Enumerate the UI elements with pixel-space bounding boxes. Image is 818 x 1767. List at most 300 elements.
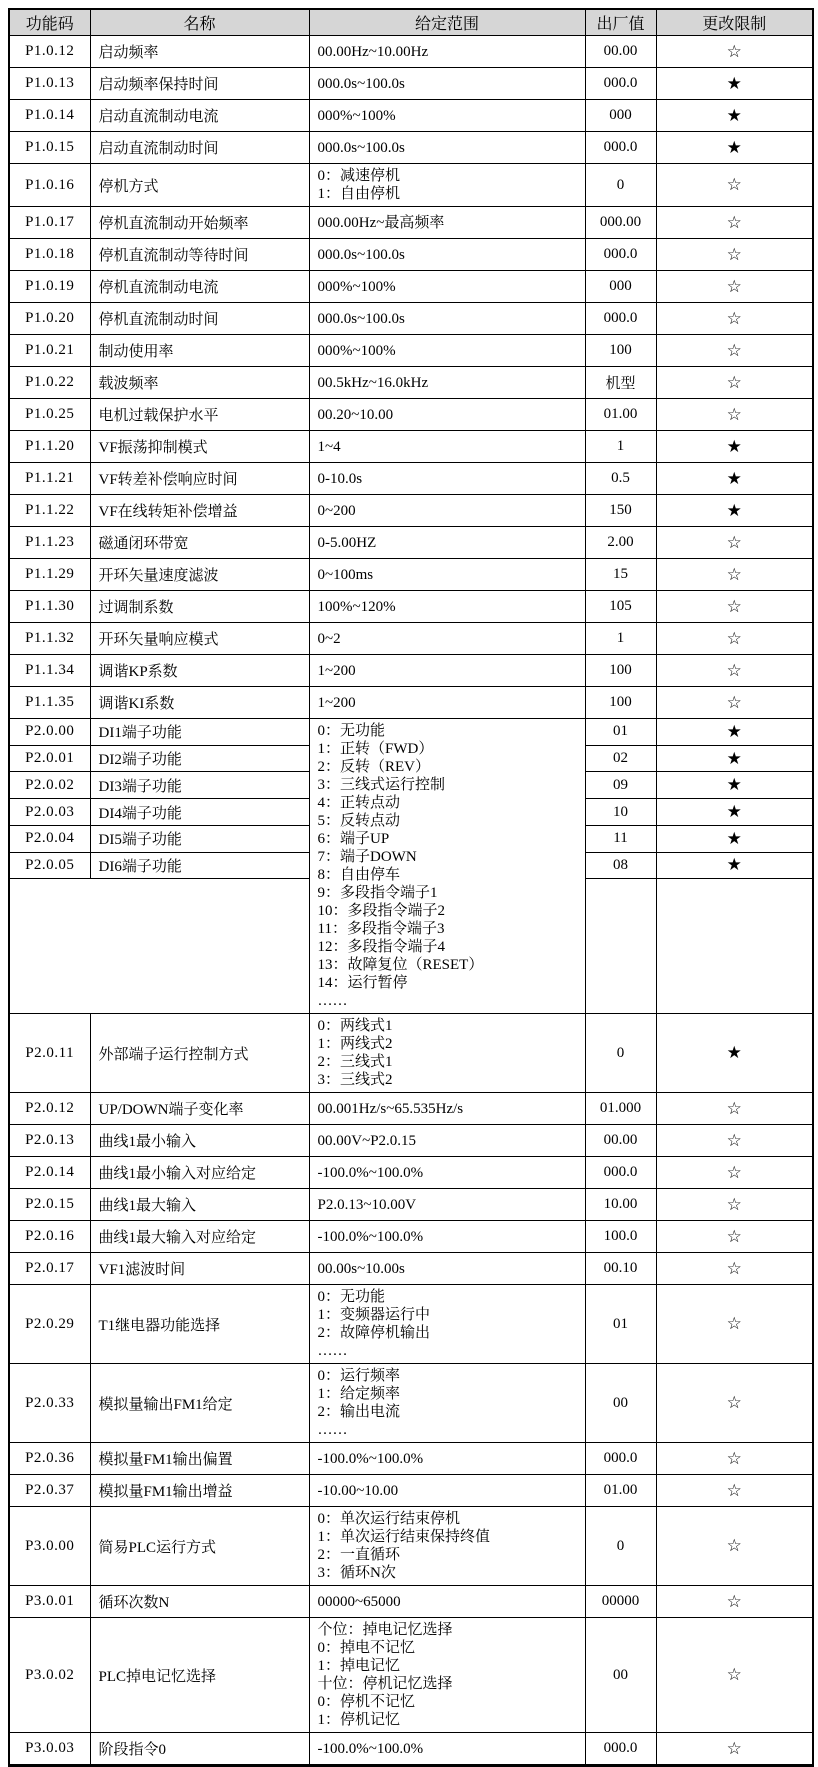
- range-line: 0：单次运行结束停机: [317, 1511, 461, 1527]
- param-name: 磁通闭环带宽: [90, 527, 309, 559]
- range-line: 0-10.0s: [317, 470, 363, 487]
- range-line: 4：正转点动: [317, 795, 401, 811]
- range-line: 8：自由停车: [317, 867, 401, 883]
- setting-range: [309, 495, 585, 527]
- factory-value: 100.0: [585, 1221, 656, 1253]
- restriction-star-open: ☆: [656, 687, 813, 719]
- function-code: P2.0.17: [9, 1253, 90, 1285]
- range-line: 0：减速停机: [317, 168, 401, 184]
- range-line: 0~2: [317, 630, 341, 647]
- setting-range: [309, 132, 585, 164]
- restriction-star-open: ☆: [656, 1253, 813, 1285]
- param-name: 制动使用率: [90, 335, 309, 367]
- setting-range: [309, 100, 585, 132]
- factory-value: 00.10: [585, 1253, 656, 1285]
- function-code: P1.0.13: [9, 68, 90, 100]
- factory-value: 000.00: [585, 207, 656, 239]
- range-line: 2：反转（REV）: [317, 759, 431, 775]
- range-line: -10.00~10.00: [317, 1482, 399, 1499]
- table-row: [9, 1125, 813, 1157]
- range-line: 000.0s~100.0s: [317, 139, 405, 156]
- setting-range: [309, 1125, 585, 1157]
- setting-range: [309, 1586, 585, 1618]
- parameter-table: [8, 8, 814, 1767]
- table-row: [9, 1586, 813, 1618]
- table-row: [9, 271, 813, 303]
- restriction-star-open: ☆: [656, 367, 813, 399]
- table-row: [9, 591, 813, 623]
- param-name: 调谐KP系数: [90, 655, 309, 687]
- table-row: [9, 207, 813, 239]
- function-code: P1.0.16: [9, 164, 90, 207]
- factory-value: 09: [585, 772, 656, 799]
- table-row: [9, 303, 813, 335]
- function-code: P2.0.02: [9, 772, 90, 799]
- table-row: [9, 36, 813, 68]
- range-line: 9：多段指令端子1: [317, 885, 438, 901]
- table-row: [9, 655, 813, 687]
- header-setting-range: 给定范围: [309, 9, 585, 36]
- function-code: P2.0.33: [9, 1364, 90, 1443]
- range-line: 000.0s~100.0s: [317, 75, 405, 92]
- function-code: P1.0.20: [9, 303, 90, 335]
- factory-value: 000.0: [585, 239, 656, 271]
- range-line: -100.0%~100.0%: [317, 1228, 424, 1245]
- restriction-star-filled: ★: [656, 852, 813, 879]
- setting-range: [309, 527, 585, 559]
- range-line: 1：单次运行结束保持终值: [317, 1529, 491, 1545]
- factory-value: 00.00: [585, 36, 656, 68]
- restriction-star-open: ☆: [656, 591, 813, 623]
- setting-range: [309, 1253, 585, 1285]
- function-code: P3.0.00: [9, 1507, 90, 1586]
- table-row: [9, 1189, 813, 1221]
- range-line: 1~200: [317, 694, 356, 711]
- factory-value: 000.0: [585, 68, 656, 100]
- restriction-star-filled: ★: [656, 799, 813, 826]
- function-code: P2.0.37: [9, 1475, 90, 1507]
- setting-range: [309, 164, 585, 207]
- function-code: P3.0.01: [9, 1586, 90, 1618]
- range-line: 1：停机记忆: [317, 1712, 401, 1728]
- table-row: [9, 1157, 813, 1189]
- param-name: 模拟量输出FM1给定: [90, 1364, 309, 1443]
- restriction-star-open: ☆: [656, 1125, 813, 1157]
- restriction-star-open: ☆: [656, 559, 813, 591]
- table-row: [9, 1364, 813, 1443]
- range-line: 13：故障复位（RESET）: [317, 957, 484, 973]
- restriction-star-open: ☆: [656, 655, 813, 687]
- setting-range: [309, 1093, 585, 1125]
- factory-value: 100: [585, 687, 656, 719]
- factory-value: 000.0: [585, 1733, 656, 1766]
- restriction-star-open: ☆: [656, 239, 813, 271]
- function-code: P1.1.34: [9, 655, 90, 687]
- restriction-star-open: ☆: [656, 623, 813, 655]
- function-code: P1.0.19: [9, 271, 90, 303]
- param-name: 停机方式: [90, 164, 309, 207]
- empty-cell: [9, 879, 309, 1014]
- factory-value: 01.00: [585, 399, 656, 431]
- setting-range: [309, 719, 585, 1014]
- table-row: [9, 1093, 813, 1125]
- factory-value: 000.0: [585, 132, 656, 164]
- factory-value: 机型: [585, 367, 656, 399]
- restriction-star-open: ☆: [656, 1157, 813, 1189]
- table-row: [9, 527, 813, 559]
- range-line: 00.00V~P2.0.15: [317, 1132, 417, 1149]
- table-row: [9, 623, 813, 655]
- range-line: 1：正转（FWD）: [317, 741, 434, 757]
- function-code: P2.0.12: [9, 1093, 90, 1125]
- range-line: 2：一直循环: [317, 1547, 401, 1563]
- factory-value: 01.000: [585, 1093, 656, 1125]
- restriction-star-open: ☆: [656, 399, 813, 431]
- table-row: [9, 1285, 813, 1364]
- param-name: 调谐KI系数: [90, 687, 309, 719]
- range-line: 10：多段指令端子2: [317, 903, 446, 919]
- restriction-star-filled: ★: [656, 772, 813, 799]
- range-line: 1~200: [317, 662, 356, 679]
- param-name: DI1端子功能: [90, 719, 309, 746]
- table-row: [9, 132, 813, 164]
- restriction-star-open: ☆: [656, 1475, 813, 1507]
- function-code: P2.0.01: [9, 745, 90, 772]
- function-code: P1.0.15: [9, 132, 90, 164]
- setting-range: [309, 463, 585, 495]
- param-name: DI3端子功能: [90, 772, 309, 799]
- param-name: UP/DOWN端子变化率: [90, 1093, 309, 1125]
- factory-value: 0: [585, 1014, 656, 1093]
- setting-range: [309, 687, 585, 719]
- range-line: 000%~100%: [317, 107, 396, 124]
- restriction-star-open: ☆: [656, 1507, 813, 1586]
- setting-range: [309, 367, 585, 399]
- factory-value: 11: [585, 825, 656, 852]
- restriction-star-open: ☆: [656, 1093, 813, 1125]
- function-code: P2.0.36: [9, 1443, 90, 1475]
- table-row: [9, 1014, 813, 1093]
- range-line: P2.0.13~10.00V: [317, 1196, 417, 1213]
- factory-value: 000: [585, 271, 656, 303]
- factory-value: 15: [585, 559, 656, 591]
- setting-range: [309, 1014, 585, 1093]
- range-line: 0：运行频率: [317, 1368, 401, 1384]
- factory-value: 100: [585, 335, 656, 367]
- table-row: [9, 1618, 813, 1733]
- param-name: 曲线1最小输入对应给定: [90, 1157, 309, 1189]
- param-name: VF1滤波时间: [90, 1253, 309, 1285]
- setting-range: [309, 1221, 585, 1253]
- setting-range: [309, 68, 585, 100]
- factory-value: 0: [585, 164, 656, 207]
- param-name: 外部端子运行控制方式: [90, 1014, 309, 1093]
- table-row: [9, 100, 813, 132]
- table-row: [9, 1443, 813, 1475]
- function-code: P1.1.30: [9, 591, 90, 623]
- restriction-star-filled: ★: [656, 745, 813, 772]
- function-code: P2.0.15: [9, 1189, 90, 1221]
- table-header: [9, 9, 813, 36]
- table-row: [9, 1475, 813, 1507]
- function-code: P3.0.02: [9, 1618, 90, 1733]
- param-name: DI2端子功能: [90, 745, 309, 772]
- range-line: 100%~120%: [317, 598, 396, 615]
- param-name: 阶段指令0: [90, 1733, 309, 1766]
- function-code: P1.0.12: [9, 36, 90, 68]
- function-code: P1.0.25: [9, 399, 90, 431]
- function-code: P2.0.03: [9, 799, 90, 826]
- restriction-star-open: ☆: [656, 1618, 813, 1733]
- setting-range: [309, 431, 585, 463]
- restriction-star-open: ☆: [656, 1443, 813, 1475]
- range-line: ……: [317, 1343, 348, 1359]
- param-name: 模拟量FM1输出增益: [90, 1475, 309, 1507]
- range-line: 3：三线式运行控制: [317, 777, 446, 793]
- factory-value: 2.00: [585, 527, 656, 559]
- param-name: VF振荡抑制模式: [90, 431, 309, 463]
- param-name: 曲线1最小输入: [90, 1125, 309, 1157]
- factory-value: 100: [585, 655, 656, 687]
- param-name: T1继电器功能选择: [90, 1285, 309, 1364]
- table-row: [9, 68, 813, 100]
- restriction-star-open: ☆: [656, 271, 813, 303]
- function-code: P2.0.11: [9, 1014, 90, 1093]
- factory-value: 105: [585, 591, 656, 623]
- param-name: 曲线1最大输入对应给定: [90, 1221, 309, 1253]
- function-code: P2.0.04: [9, 825, 90, 852]
- factory-value: 000: [585, 100, 656, 132]
- setting-range: [309, 1475, 585, 1507]
- param-name: 启动频率: [90, 36, 309, 68]
- range-line: 11：多段指令端子3: [317, 921, 445, 937]
- factory-value: 00000: [585, 1586, 656, 1618]
- param-name: 曲线1最大输入: [90, 1189, 309, 1221]
- header-change-restriction: 更改限制: [656, 9, 813, 36]
- factory-value: 08: [585, 852, 656, 879]
- factory-value: 10: [585, 799, 656, 826]
- restriction-star-filled: ★: [656, 132, 813, 164]
- range-line: 000%~100%: [317, 278, 396, 295]
- factory-value: 000.0: [585, 1443, 656, 1475]
- param-name: VF转差补偿响应时间: [90, 463, 309, 495]
- range-line: 000.00Hz~最高频率: [317, 214, 445, 231]
- restriction-star-open: ☆: [656, 303, 813, 335]
- table-row: [9, 335, 813, 367]
- range-line: 6：端子UP: [317, 831, 390, 847]
- range-line: 000%~100%: [317, 342, 396, 359]
- setting-range: [309, 36, 585, 68]
- setting-range: [309, 335, 585, 367]
- range-line: 0：掉电不记忆: [317, 1640, 416, 1656]
- param-name: 开环矢量速度滤波: [90, 559, 309, 591]
- param-name: 启动直流制动电流: [90, 100, 309, 132]
- setting-range: [309, 1733, 585, 1766]
- factory-value: 01: [585, 719, 656, 746]
- restriction-star-filled: ★: [656, 1014, 813, 1093]
- setting-range: [309, 1157, 585, 1189]
- param-table-body: [9, 36, 813, 1766]
- factory-value: 10.00: [585, 1189, 656, 1221]
- restriction-star-open: ☆: [656, 36, 813, 68]
- param-name: PLC掉电记忆选择: [90, 1618, 309, 1733]
- empty-restriction-cell: [656, 879, 813, 1014]
- range-line: 0-5.00HZ: [317, 534, 377, 551]
- table-row: [9, 367, 813, 399]
- restriction-star-open: ☆: [656, 1364, 813, 1443]
- table-row: [9, 559, 813, 591]
- restriction-star-open: ☆: [656, 1586, 813, 1618]
- range-line: 1：自由停机: [317, 186, 401, 202]
- param-name: 过调制系数: [90, 591, 309, 623]
- range-line: 3：三线式2: [317, 1072, 393, 1088]
- setting-range: [309, 207, 585, 239]
- table-row: [9, 164, 813, 207]
- param-name: DI6端子功能: [90, 852, 309, 879]
- param-name: VF在线转矩补偿增益: [90, 495, 309, 527]
- range-line: ……: [317, 993, 348, 1009]
- range-line: 14：运行暂停: [317, 975, 408, 991]
- range-line: 000.0s~100.0s: [317, 310, 405, 327]
- param-name: 停机直流制动开始频率: [90, 207, 309, 239]
- range-line: 0：停机不记忆: [317, 1694, 416, 1710]
- range-line: 1：掉电记忆: [317, 1658, 401, 1674]
- function-code: P1.0.21: [9, 335, 90, 367]
- table-row: [9, 431, 813, 463]
- header-name: 名称: [90, 9, 309, 36]
- setting-range: [309, 303, 585, 335]
- function-code: P1.1.32: [9, 623, 90, 655]
- range-line: 1~4: [317, 438, 341, 455]
- factory-value: 000.0: [585, 303, 656, 335]
- restriction-star-filled: ★: [656, 719, 813, 746]
- restriction-star-open: ☆: [656, 1189, 813, 1221]
- range-line: 000.0s~100.0s: [317, 246, 405, 263]
- range-line: 1：变频器运行中: [317, 1307, 431, 1323]
- setting-range: [309, 399, 585, 431]
- setting-range: [309, 271, 585, 303]
- factory-value: 150: [585, 495, 656, 527]
- restriction-star-open: ☆: [656, 527, 813, 559]
- function-code: P1.1.35: [9, 687, 90, 719]
- function-code: P1.0.22: [9, 367, 90, 399]
- param-name: 启动频率保持时间: [90, 68, 309, 100]
- function-code: P2.0.13: [9, 1125, 90, 1157]
- setting-range: [309, 1189, 585, 1221]
- setting-range: [309, 239, 585, 271]
- param-name: 电机过载保护水平: [90, 399, 309, 431]
- function-code: P1.1.21: [9, 463, 90, 495]
- range-line: 3：循环N次: [317, 1565, 396, 1581]
- factory-value: 01.00: [585, 1475, 656, 1507]
- function-code: P3.0.03: [9, 1733, 90, 1766]
- setting-range: [309, 1285, 585, 1364]
- restriction-star-open: ☆: [656, 1733, 813, 1766]
- table-row: [9, 1221, 813, 1253]
- range-line: 0~100ms: [317, 566, 374, 583]
- range-line: 1：给定频率: [317, 1386, 401, 1402]
- param-name: 开环矢量响应模式: [90, 623, 309, 655]
- function-code: P2.0.05: [9, 852, 90, 879]
- function-code: P1.0.17: [9, 207, 90, 239]
- range-line: 00.00s~10.00s: [317, 1260, 405, 1277]
- range-line: 个位：掉电记忆选择: [317, 1622, 453, 1638]
- empty-value-cell: [585, 879, 656, 1014]
- range-line: 7：端子DOWN: [317, 849, 417, 865]
- factory-value: 1: [585, 623, 656, 655]
- factory-value: 1: [585, 431, 656, 463]
- table-row: [9, 1507, 813, 1586]
- table-row: [9, 1733, 813, 1766]
- table-row: [9, 719, 813, 746]
- range-line: 2：三线式1: [317, 1054, 393, 1070]
- param-name: 启动直流制动时间: [90, 132, 309, 164]
- range-line: 1：两线式2: [317, 1036, 393, 1052]
- function-code: P2.0.16: [9, 1221, 90, 1253]
- param-name: 停机直流制动时间: [90, 303, 309, 335]
- restriction-star-open: ☆: [656, 164, 813, 207]
- function-code: P2.0.14: [9, 1157, 90, 1189]
- function-code: P1.1.20: [9, 431, 90, 463]
- restriction-star-open: ☆: [656, 207, 813, 239]
- factory-value: 00: [585, 1618, 656, 1733]
- factory-value: 02: [585, 745, 656, 772]
- range-line: 5：反转点动: [317, 813, 401, 829]
- param-name: DI4端子功能: [90, 799, 309, 826]
- param-name: 停机直流制动等待时间: [90, 239, 309, 271]
- function-code: P1.0.18: [9, 239, 90, 271]
- range-line: 2：输出电流: [317, 1404, 401, 1420]
- restriction-star-open: ☆: [656, 1221, 813, 1253]
- range-line: 00000~65000: [317, 1593, 401, 1610]
- setting-range: [309, 559, 585, 591]
- range-line: 0：两线式1: [317, 1018, 393, 1034]
- function-code: P1.1.23: [9, 527, 90, 559]
- setting-range: [309, 623, 585, 655]
- range-line: 12：多段指令端子4: [317, 939, 446, 955]
- function-code: P1.1.29: [9, 559, 90, 591]
- factory-value: 01: [585, 1285, 656, 1364]
- param-name: DI5端子功能: [90, 825, 309, 852]
- range-line: 00.00Hz~10.00Hz: [317, 43, 429, 60]
- factory-value: 000.0: [585, 1157, 656, 1189]
- param-name: 载波频率: [90, 367, 309, 399]
- range-line: -100.0%~100.0%: [317, 1450, 424, 1467]
- header-row: [9, 9, 813, 36]
- range-line: 00.5kHz~16.0kHz: [317, 374, 429, 391]
- setting-range: [309, 591, 585, 623]
- range-line: 2：故障停机输出: [317, 1325, 431, 1341]
- param-name: 循环次数N: [90, 1586, 309, 1618]
- table-row: [9, 239, 813, 271]
- range-line: 0：无功能: [317, 723, 386, 739]
- setting-range: [309, 1507, 585, 1586]
- param-name: 停机直流制动电流: [90, 271, 309, 303]
- param-name: 简易PLC运行方式: [90, 1507, 309, 1586]
- restriction-star-open: ☆: [656, 1285, 813, 1364]
- setting-range: [309, 1364, 585, 1443]
- table-row: [9, 399, 813, 431]
- function-code: P2.0.29: [9, 1285, 90, 1364]
- table-row: [9, 463, 813, 495]
- range-line: 0~200: [317, 502, 356, 519]
- factory-value: 0: [585, 1507, 656, 1586]
- range-line: -100.0%~100.0%: [317, 1164, 424, 1181]
- restriction-star-filled: ★: [656, 431, 813, 463]
- range-line: 00.20~10.00: [317, 406, 394, 423]
- factory-value: 00: [585, 1364, 656, 1443]
- param-name: 模拟量FM1输出偏置: [90, 1443, 309, 1475]
